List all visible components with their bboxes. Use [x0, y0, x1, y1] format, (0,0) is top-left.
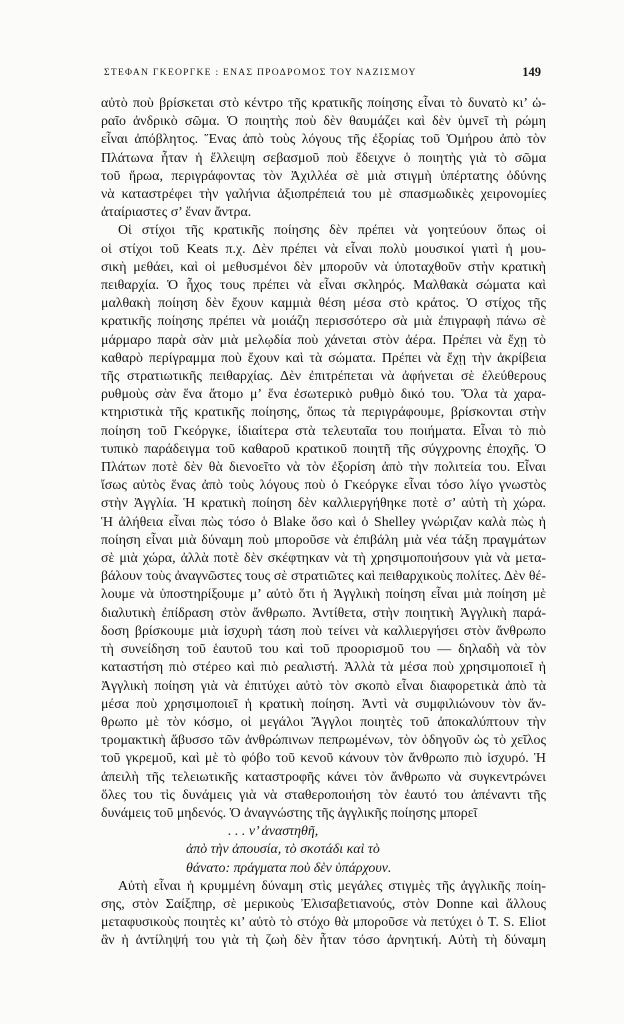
paragraph-continues: [101, 878, 546, 951]
text-line: θρωπο μὲ τὸν κόσμο, οἱ μεγάλοι Ἄγγλοι ποιητὲς τοῦ ἀποκαλύπτουν τὴν: [101, 714, 546, 730]
text-line: δυνάμεις τοῦ μηδενός. Ὁ ἀναγνώστης τῆς ἀγγλικῆς ποίησης μπορεῖ: [101, 805, 478, 821]
body-text: [101, 95, 546, 951]
text-line: εἶναι ἀπόβλητος. Ἕνας ἀπὸ τοὺς λόγους τῆς ἐξορίας τοῦ Ὁμήρου ἀπὸ τὸν: [101, 132, 546, 148]
text-line: Πλάτων ποτὲ δὲν θὰ διενοεῖτο νὰ τὸν ἐξορίση ἀπὸ τὴν πολιτεία του. Εἶναι: [101, 460, 546, 476]
text-line: ἀπὸ τὴν ἀπουσία, τὸ σκοτάδι καὶ τὸ: [186, 842, 380, 858]
paragraph-continued: [101, 95, 546, 222]
text-line: τυπικὸ παράδειγμα τοῦ καθαροῦ κρατικοῦ ποιητῆ τῆς σύγχρονης ἐποχῆς. Ὁ: [101, 441, 546, 457]
text-line: βάλουν τοὺς ἀναγνῶστες τους σὲ στρατιῶτες καὶ πειθαρχικοὺς πολίτες. Δὲν θέ-: [101, 569, 546, 585]
text-line: τοῦ γκρεμοῦ, καὶ μὲ τὸ φόβο τοῦ κενοῦ κάνουν τὸν ἄνθρωπο πιὸ ἰσχυρό. Ἡ: [101, 751, 546, 767]
text-line: ραῖο ἀνδρικὸ σῶμα. Ὁ ποιητὴς ποὺ δὲν θαυμάζει καὶ δὲν ὑμνεῖ τὴ ρώμη: [101, 114, 546, 130]
text-line: Αὐτὴ εἶναι ἡ κρυμμένη δύναμη στὶς μεγάλες στιγμὲς τῆς ἀγγλικῆς ποίη-: [118, 878, 546, 894]
text-line: κτηριστικὰ τῆς κρατικῆς ποίησης, ὅπως τὰ περιγράφουμε, βρίσκονται στὴν: [101, 405, 546, 421]
text-line: λουμε νὰ ὑποστηρίξουμε μ’ αὐτὸ ὅτι ἡ Ἀγγλικὴ ποίηση εἶναι μιὰ ποίηση μὲ: [101, 587, 546, 603]
text-line: πειθαρχία. Ὁ ἦχος τους πρέπει νὰ εἶναι σκληρός. Μαλθακὰ σώματα καὶ: [101, 278, 546, 294]
text-line: . . . ν’ ἀναστηθῆ,: [228, 824, 319, 840]
text-line: οἱ στίχοι τοῦ Keats π.χ. Δὲν πρέπει νὰ εἶναι πολὺ μουσικοί γιατὶ ἡ μου-: [101, 241, 546, 257]
text-line: Ἀγγλικὴ ποίηση γιὰ νὰ ἐπιτύχει αὐτὸ τὸν σκοπὸ εἶναι διαφορετικὰ ἀπὸ τὰ: [101, 678, 546, 694]
text-line: μάρμαρο παρὰ σὰν μιὰ μελῳδία ποὺ χάνεται στὸν ἀέρα. Πρέπει νὰ ἔχῃ τὸ: [101, 332, 546, 348]
text-line: δοση βρίσκουμε μιὰ ἰσχυρὴ τάση ποὺ τείνει νὰ καλλιεργήσει στὸν ἄνθρωπο: [101, 623, 546, 639]
verse-quotation: [101, 823, 546, 878]
text-line: τρομακτικὴ ἄβυσσο τῶν ἀνθρώπινων πεπρωμένων, τὸν ὁδηγοῦν ὡς τὸ χεῖλος: [101, 733, 546, 749]
text-line: ὅλες του τὶς δυνάμεις γιὰ νὰ σταθεροποιήση τὸν ἑαυτό του ἀπέναντι τῆς: [101, 787, 546, 803]
text-line: ποίηση εἶναι μιὰ δύναμη ποὺ μποροῦσε νὰ ἐπιβάλη μιὰ νέα τάξη πραγμάτων: [101, 532, 546, 548]
text-line: Πλάτωνα ἦταν ἡ ἔλλειψη σεβασμοῦ ποὺ ἔδειχνε ὁ ποιητὴς γιὰ τὸ σῶμα: [101, 150, 546, 166]
running-title: ΣΤΕΦΑΝ ΓΚΕΟΡΓΚΕ : ΕΝΑΣ ΠΡΟΔΡΟΜΟΣ ΤΟΥ ΝΑΖΙΣΜΟΥ: [104, 66, 417, 78]
text-line: Ἡ ἀλήθεια εἶναι πὼς τόσο ὁ Blake ὅσο καὶ ὁ Shelley γνώριζαν καλὰ πὼς ἡ: [101, 514, 546, 530]
text-line: ἴσως αὐτὸς ἕνας ἀπὸ τοὺς λόγους ποὺ ὁ Γκεόργκε εἶναι τόσο λίγο γνωστὸς: [101, 478, 546, 494]
page-number: 149: [522, 64, 541, 79]
text-line: θάνατο: πράγματα ποὺ δὲν ὑπάρχουν.: [186, 860, 392, 876]
text-line: νὰ καταστρέφει τὴν γαλήνια ἀξιοπρέπειά του μὲ σπασμωδικὲς χειρονομίες: [101, 187, 546, 203]
text-line: τοῦ ἥρωα, περιγράφοντας τὸν Ἀχιλλέα σὲ μιὰ στιγμὴ ὑπέρτατης ὀδύνης: [101, 168, 546, 184]
text-line: ἂν ἡ ἀντίληψή του γιὰ τὴ ζωὴ δὲν ἦταν τόσο ἀρνητική. Αὐτὴ τὴ δύναμη: [101, 933, 546, 949]
text-line: ποίηση τοῦ Γκεόργκε, ἰδιαίτερα στὰ τελευταῖα του ποιήματα. Εἶναι τὸ πιὸ: [101, 423, 546, 439]
paragraph: [101, 222, 546, 823]
text-line: σης, στὸν Σαίξπηρ, σὲ μερικοὺς Ἐλισαβετιανούς, στὸν Donne καὶ ἄλλους: [101, 896, 546, 912]
text-line: αὐτὸ ποὺ βρίσκεται στὸ κέντρο τῆς κρατικῆς ποίησης εἶναι τὸ δυνατὸ κι’ ὡ-: [101, 96, 546, 111]
text-line: τῆς στρατιωτικῆς πειθαρχίας. Δὲν ἐπιτρέπεται νὰ ἀφήνεται σὲ ἐλεύθερους: [101, 369, 546, 385]
text-line: ρυθμοὺς σὰν ἕνα ἄτομο μ’ ἕνα ἐσωτερικὸ ρυθμὸ δικό του. Ὅλα τὰ χαρα-: [101, 387, 546, 403]
text-line: διαλυτικὴ ἐπίδραση στὸν ἄνθρωπο. Ἀντίθετα, στὴν ποιητικὴ Ἀγγλικὴ παρά-: [101, 605, 546, 621]
text-line: μαλθακὴ ποίηση δὲν ἔχουν καμμιὰ θέση μέσα στὸ κράτος. Ὁ στίχος τῆς: [101, 296, 546, 312]
text-line: τὴ συνείδηση τοῦ ἑαυτοῦ του καὶ τοῦ προορισμοῦ του — δηλαδὴ νὰ τὸν: [101, 642, 546, 658]
text-line: στὴν Ἀγγλία. Ἡ κρατικὴ ποίηση δὲν καλλιεργήθηκε ποτὲ σ’ αὐτὴ τὴ χώρα.: [101, 496, 546, 512]
text-line: σικὴ μεθάει, καὶ οἱ μεθυσμένοι δὲν μποροῦν νὰ ὑποταχθοῦν στὴν κρατικὴ: [101, 259, 546, 275]
text-line: καθαρὸ περίγραμμα ποὺ ἔχουν καὶ τὰ σώματα. Πρέπει νὰ ἔχῃ τὴν ἀκρίβεια: [101, 350, 546, 366]
text-line: ἀταίριαστες σ’ ἕναν ἄντρα.: [101, 205, 252, 221]
running-head: [104, 64, 541, 80]
text-line: μεταφυσικοὺς ποιητὲς κι’ αὐτὸ τὸ στόχο θὰ μποροῦσε νὰ πετύχει ὁ T. S. Eliot: [101, 915, 546, 931]
text-line: Οἱ στίχοι τῆς κρατικῆς ποίησης δὲν πρέπει νὰ γοητεύουν ὅπως οἱ: [118, 223, 546, 239]
text-line: καταστήση πιὸ στέρεο καὶ πιὸ ρεαλιστή. Ἀλλὰ τὰ μέσα ποὺ χρησιμοποιεῖ ἡ: [101, 660, 546, 676]
text-line: σὲ μιὰ χώρα, ἀλλὰ ποτὲ δὲν σκέφτηκαν νὰ τὴ χρησιμοποιήσουν γιὰ νὰ μετα-: [101, 551, 546, 567]
text-line: μέσα ποὺ χρησιμοποιεῖ ἡ κρατικὴ ποίηση. Ἀντὶ νὰ συμφιλιώνουν τὸν ἄν-: [101, 696, 546, 712]
text-line: ἀπειλὴ τῆς τελειωτικῆς καταστροφῆς κάνει τὸν ἄνθρωπο νὰ συγκεντρώνει: [101, 769, 546, 785]
text-line: κρατικῆς ποίησης πρέπει νὰ μοιάζη περισσότερο σὰ μιὰ ἐπιγραφὴ πάνω σὲ: [101, 314, 546, 330]
